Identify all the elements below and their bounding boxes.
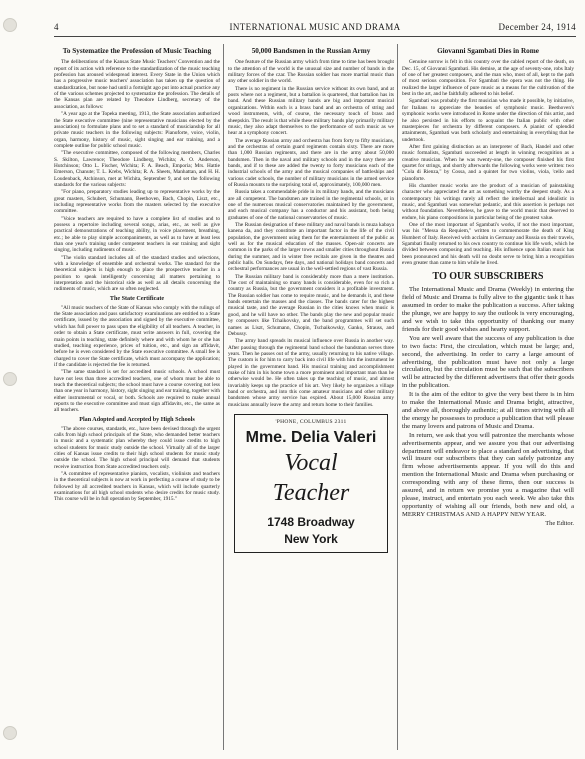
article-paragraph: One of the most important of Sgambati's works, if not the most important, was his "Messa da Requiem," written to commemorate the death of King Humbert of Italy. Received with acclaim in Germany and Russia on their travels, Sgambati finally returned to his own country to continue his life work, which he divided between composing and teaching. His influence upon Italian music has been pronounced and his death will no doubt serve to bring him a recognition even greater than came to him while he lived. xyxy=(402,222,574,267)
ad-phone: 'PHONE, COLUMBUS 2311 xyxy=(275,418,347,425)
binder-hole xyxy=(3,372,17,386)
column-left xyxy=(54,44,220,752)
article-paragraph: "The executive committee, composed of the following members, Charles S. Skilton, Lawrence; Theodore Lindberg, Wichita; A. O. Anderson, Hutchinson; Otto L. Fischer, Wichita; F. A. Beach, Emporia; Mrs. Hattie Emerson, Chanute; T. L. Krebs, Wichita; R. A. Sheets, Manhattan, and H. H. Loudenback, Atchinson, met at Wichita, September 9, and set the following standards for the various subjects: xyxy=(54,150,220,188)
binder-hole xyxy=(3,726,17,740)
subscribers-heading: TO OUR SUBSCRIBERS xyxy=(432,271,544,283)
notice-paragraph: The International Music and Drama (Weekly) in entering the field of Music and Drama is fully alive to the gigantic task it has assumed in order to make the publication a success. After taking the plunge, we are happy to say the outlook is very encouraging, and we wish to take this opportunity of thanking our many friends for their good wishes and hearty support. xyxy=(402,286,574,333)
notice-paragraph: In return, we ask that you will patronize the merchants whose advertisements appear, and we assure you that our advertising department will endeavor to place a standard on advertising, that will insure our subscribers that they can safely patronize any firm whose advertisements appear. If you will do this and mention the International Music and Drama when purchasing or corresponding with any of these firms, then our success is assured, and in return we promise you a magazine that will please, instruct, and entertain you each week. We also take this opportunity of wishing all our friends, both new and old, a MERRY CHRISTMAS AND A HAPPY NEW YEAR. xyxy=(402,431,574,518)
article-paragraph: "The violin standard includes all of the standard studies and selections, with a knowledge of ensemble and orchestral works. The standard for the theoretical subjects is high enough to place the prospective teacher in a position to speak intelligently concerning all matters pertaining to interpretation and the historical side as well as all details concerning the rudiments of music, which are so often neglected. xyxy=(54,254,220,293)
article-paragraph: Russia takes a commendable pride in its military bands, and the musicians are all competent. The bandsmen are trained in the regimental schools, or in one of the numerous musical conservatories maintained by the government, and each musical company has a conductor and his assistant, both being graduates of one of the national conservatories of music. xyxy=(228,189,394,221)
article-paragraph: One feature of the Russian army which from time to time has been brought to the attention of the world is the unusual size and number of bands in the military forces of the czar. The Russian soldier has more martial music than any other soldier in the world. xyxy=(228,59,394,85)
article-title: Giovanni Sgambati Dies in Rome xyxy=(437,47,539,55)
article-paragraph: His chamber music works are the product of a musician of painstaking character who appreciated the art as something worthy the deepest study. As a contemporary his writings rarely all reflect the intellectual and idealistic in music, and Sgambati was somewhat pedantic, and this assertion is perhaps not without foundation. Nevertheless, he gave to the world music that deserved to endure, his piano compositions in particular being of the greatest value. xyxy=(402,182,574,221)
article-paragraph: Sgambati was probably the first musician who made it possible, by initiative, for Italians to appreciate the beauties of symphonic music. Beethoven's symphonic works were introduced in Rome under the direction of this artist, and he also persisted in his efforts to acquaint the Italian public with other masterpieces for orchestra by different composers. A pianist of splendid attainments, Sgambati was both scholarly and entertaining in everything that he undertook. xyxy=(402,98,574,143)
editor-signature: The Editor. xyxy=(545,519,574,527)
ad-address: 1748 Broadway xyxy=(267,515,355,530)
publication-title: INTERNATIONAL MUSIC AND DRAMA xyxy=(229,22,401,32)
column-divider xyxy=(223,44,224,750)
article-title: To Systematize the Profession of Music Teaching xyxy=(62,47,212,55)
article-title: 50,000 Bandsmen in the Russian Army xyxy=(251,47,371,55)
page-number: 4 xyxy=(54,22,59,32)
article-paragraph: The deliberations of the Kansas State Music Teachers' Convention and the report of its action with reference to the standardization of the music teaching profession has aroused widespread interest. Every State in the Union which has a progressive music teachers' association has taken up the question of standardization, but none had until a fortnight ago put into actual practice any of the various schemes projected to systematize the profession. The details of the Kansas plan are related by Theodore Lindberg, secretary of the association, as follows: xyxy=(54,59,220,110)
page-header xyxy=(54,20,576,37)
article-paragraph: "The same standard is set for accredited music schools. A school must have not less than three accredited teachers, one of whom must be able to teach the theoretical subjects; the school must have a course covering not less than one year in harmony, history, sight singing and ear training, together with either instrumental or vocal, or both. Schools are required to make annual reports to the executive committee and must sign affidavits, etc., the same as all teachers. xyxy=(54,369,220,414)
article-paragraph: "All music teachers of the State of Kansas who comply with the rulings of the State association and pass satisfactory examinations are entitled to a State certificate, issued by the association and signed by the executive committee, which has full power to pass upon the eligibility of all teachers. A teacher, in order to obtain a State certificate, must write answers in full, covering the main points in teaching, state definitely where and with whom he or she has studied, teaching experience, prices of tuition, etc., and sign an affidavit, before he is even considered by the State executive committee. A small fee is charged to cover the State certificate, which must accompany the application; if the candidate is rejected the fee is returned. xyxy=(54,304,220,368)
notice-paragraph: It is the aim of the editor to give the very best there is in him to make the International Music and Drama bright, attractive, and above all, thoroughly authentic; at all times striving with all the energy he possesses to produce a publication that will please the many lovers and patrons of Music and Drama. xyxy=(402,391,574,430)
article-paragraph: "Voice teachers are required to have a complete list of studies and to possess a repertoire including several songs, arias, etc., as well as give practical demonstrations of teaching ability, in voice placement, breathing, etc.; be able to play simple accompaniments, as well as to have at least less than one year's training under competent teachers in ear training and sight singing, including rudiments of music. xyxy=(54,215,220,254)
article-paragraph: "For piano, preparatory studies leading up to representative works by the great masters, Schubert, Schumann, Beethoven, Bach, Chopin, Liszt, etc., including representative works from the masters selected by the executive committee. xyxy=(54,189,220,215)
ad-role-line2: Teacher xyxy=(272,480,350,507)
article-paragraph: The Russian designation of these military and naval bands is muza kabaya kanena da, and they constitute an important factor in the life of the civil population, the government using them for the entertainment of the public as well as for the musical education of the masses. Open-air concerts are common in the parks of the larger towns and smaller cities throughout Russia during the summer, and in winter free recitals are given in the theatres and public halls. On Sundays, fete days, and national holidays band concerts and orchestral performances are usual in the well-settled regions of vast Russia. xyxy=(228,222,394,273)
teacher-advertisement xyxy=(234,414,388,553)
subscribers-notice xyxy=(402,286,574,527)
column-right xyxy=(402,44,574,752)
article-paragraph: "A committee of representative pianists, vocalists, violinists and teachers in the theoretical subjects is now at work in perfecting a course of study to be followed by all accredited teachers in Kansas, which will include quarterly examinations for all high school students who desire credits for music study. This course will be in full operation by September, 1915." xyxy=(54,471,220,503)
article-paragraph: "The above courses, standards, etc., have been devised through the urgent calls from high school principals of the State, who demanded better teachers in music and a systematic plan whereby they could issue credits to high school students for music study outside the school. Virtually all of the larger cities of Kansas issue credits to their high school students for music study outside the school. The high school principal will demand that students receive instruction from State accredited teachers only. xyxy=(54,425,220,470)
section-heading: Plan Adopted and Accepted by High Schools xyxy=(79,416,195,423)
article-paragraph: The army band spreads its musical influence over Russia in another way. After passing through the regimental band school the bandsman serves three years. Then he passes out of the army, usually returning to his native village. The custom is for him to carry back into civil life with him the instrument he played in the government band. His musical training and accomplishment make of him in his home town a more prominent and important man than he otherwise would be. He often takes up the teaching of music, and almost invariably keeps up the practice of his art. Very likely he organizes a village band or orchestra, and into this come amateur musicians and other military bandsmen whose army service has expired. About 15,000 Russian army musicians annually leave the army and return home to their families. xyxy=(228,338,394,408)
article-paragraph: Genuine sorrow is felt in this country over the cabled report of the death, on Dec. 15, of Giovanni Sgambati. His demise, at the age of seventy-one, robs Italy of one of her greatest composers, and the man who, most of all, kept to the path of most serious composition. For Sgambati the opera was not the thing. He realized the larger influence of pure music as a means for the cultivation of the best in the art, and he faithfully adhered to his belief. xyxy=(402,59,574,98)
article-paragraph: The Russian military band is considerably more than a mere institution. The cost of maintaining so many bands is considerable, even for so rich a country as Russia, but the government considers it a profitable investment. The Russian soldier has come to require music, and he demands it, and these bands entertain the masses and the classes. The bands cater for the highest musical taste, and the average Russian in the cities knows when music is good, and he will have no other. The bands play the new and popular music by composers like Tchaikovsky, and the band programmes will set such names as Liszt, Schumann, Chopin, Tschaikowsky, Ganko, Strauss, and Debussy. xyxy=(228,273,394,337)
ad-city: New York xyxy=(284,532,338,547)
editor-signoff xyxy=(402,520,574,528)
section-heading: The State Certificate xyxy=(109,295,165,302)
article-paragraph: After first gaining distinction as an interpreter of Bach, Handel and other music formalists, Sgambati succeeded at length in winning recognition as a creative musician. When he was twenty-one, the composer finished his first quartet for strings, and shortly afterwards the following works were written: two "Cola di Rienza," by Cossa, and a quintet for two violins, viola, 'cello and pianoforte. xyxy=(402,143,574,182)
article-paragraph: There is no regiment in the Russian service without its own band, and at posts where not a regiment, but a battalion is quartered, that battalion has its band. And these Russian military bands are big and important musical organizations. Within each is a brass band and an orchestra of string and wood instruments, with, of course, the necessary touch of brass and sheepskin. The result is that while these military bands play primarily military music, they also adapt themselves to the performance of such music as we hear at a symphony concert. xyxy=(228,85,394,137)
ad-role-line1: Vocal xyxy=(284,450,338,477)
notice-paragraph: You are well aware that the success of any publication is due to two facts: First, the circulation, which must be large; and, second, the advertising. In order to carry a large amount of advertising, the publication must have not only a large circulation, but the circulation must be such that the subscribers will be attracted by the different advertisers that offer their goods in the publication. xyxy=(402,334,574,390)
binder-hole xyxy=(3,18,17,32)
issue-date: December 24, 1914 xyxy=(498,22,576,32)
column-divider xyxy=(397,44,398,750)
ad-name: Mme. Delia Valeri xyxy=(245,429,377,447)
article-paragraph: "A year ago at the Topeka meeting, 1913, the State association authorized the State executive committee (nine representative musicians elected by the association) to formulate plans and to set a standard of musicianship for all private music teachers in the following subjects: Pianoforte, voice, violin, organ, harmony, history of music, sight singing and ear training, and a complete outline for public school music. xyxy=(54,111,220,149)
column-middle xyxy=(228,44,394,752)
article-paragraph: The average Russian army and orchestra has from forty to fifty musicians, and the orchestras of certain guard regiments contain sixty. There are more than 1,000 Russian regiments, and there are in the army about 50,000 bandsmen. Then in the naval and military schools and in the navy there are bands, and if to these are added the twenty to forty musicians each of the industrial schools of the army and the musical companies of battleships and various cadet schools, the number of military musicians in the armed service of Russia mounts to the surprising total of, approximately, 100,000 men. xyxy=(228,137,394,188)
